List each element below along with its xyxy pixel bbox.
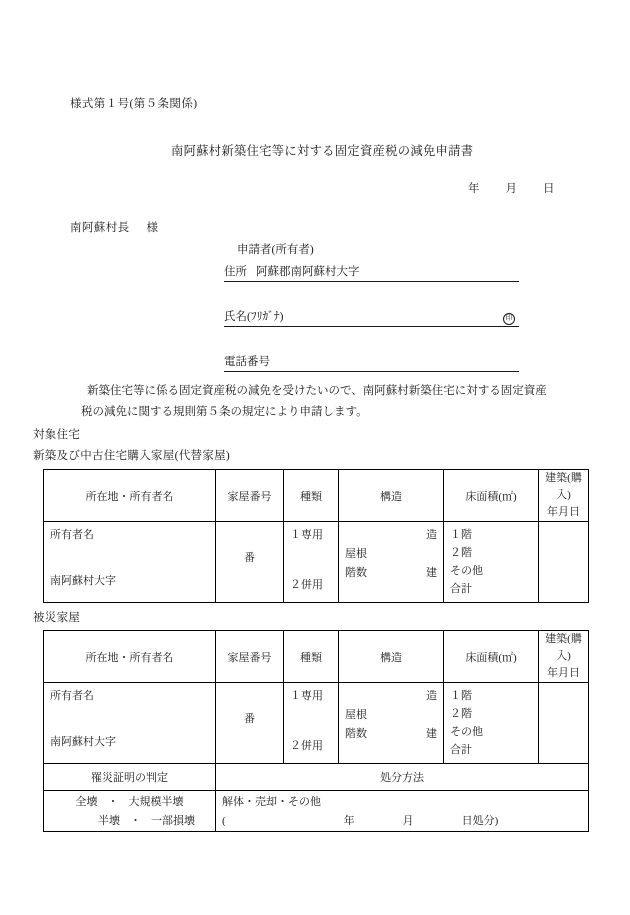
telephone-field[interactable] [224, 352, 519, 372]
method-month-label: 月 [402, 815, 414, 827]
cell-type[interactable] [284, 683, 339, 764]
header-disposal-method: 処分方法 [216, 764, 589, 791]
cell-floor-area[interactable] [444, 522, 539, 603]
cell-structure[interactable] [339, 522, 444, 603]
house-number-unit: 番 [244, 552, 255, 564]
method-options: 解体・売却・その他 [222, 796, 321, 808]
applicant-heading: 申請者(所有者) [237, 244, 314, 256]
area-total-label: 合計 [450, 583, 472, 595]
table-new-housing [43, 469, 589, 603]
judgement-large-half-collapse: 大規模半壊 [128, 796, 184, 808]
table-row [44, 683, 589, 764]
date-year-label: 年 [468, 183, 480, 195]
cell-disposal-method[interactable] [216, 791, 589, 832]
body-line-1: 新築住宅等に係る固定資産税の減免を受けたいので、南阿蘇村新築住宅に対する固定資産 [87, 385, 547, 397]
header-judgement: 罹災証明の判定 [44, 764, 216, 791]
disaster-subheader-row [44, 764, 589, 791]
address-label: 住所 [224, 265, 247, 278]
type-option-2: ２併用 [290, 579, 323, 591]
area-other-label: その他 [450, 565, 483, 577]
header-type: 種類 [284, 631, 339, 683]
body-paragraph [70, 381, 570, 423]
area-2f-label: ２階 [450, 547, 472, 559]
date-month-label: 月 [505, 183, 517, 195]
cell-floor-area[interactable] [444, 683, 539, 764]
cell-build-purchase-date[interactable] [539, 522, 589, 603]
cell-house-number[interactable] [216, 683, 284, 764]
header-structure: 構造 [339, 631, 444, 683]
structure-date-label: 建 [426, 567, 437, 579]
form-number: 様式第１号(第５条関係) [70, 98, 198, 110]
owner-address-label: 南阿蘇村大字 [50, 736, 116, 748]
method-paren-open: ( [222, 815, 226, 827]
structure-roof-label: 屋根 [345, 709, 367, 721]
table-damaged-house [43, 630, 589, 832]
method-day-close-label: 日処分) [461, 815, 499, 827]
header-build-purchase-line1: 建築(購入) [545, 472, 582, 501]
disaster-options-row [44, 791, 589, 832]
addressee-honorific: 様 [146, 222, 159, 234]
area-1f-label: １階 [450, 529, 472, 541]
area-total-label: 合計 [450, 744, 472, 756]
cell-house-number[interactable] [216, 522, 284, 603]
judgement-total-collapse: 全壊 [75, 796, 98, 808]
owner-name-label: 所有者名 [50, 690, 94, 702]
header-location-owner: 所在地・所有者名 [44, 631, 216, 683]
header-floor-area: 床面積(㎡) [444, 470, 539, 522]
structure-floors-label: 階数 [345, 728, 367, 740]
table-header-row [44, 470, 589, 522]
telephone-label: 電話番号 [224, 355, 270, 368]
structure-zo-label: 造 [426, 529, 437, 541]
structure-floors-label: 階数 [345, 567, 367, 579]
type-option-1: １専用 [290, 529, 323, 541]
cell-location-owner[interactable] [44, 522, 216, 603]
cell-structure[interactable] [339, 683, 444, 764]
owner-name-label: 所有者名 [50, 529, 94, 541]
section-damaged-house: 被災家屋 [33, 612, 81, 624]
judgement-partial-damage: 一部損壊 [151, 815, 195, 827]
method-year-label: 年 [343, 815, 355, 827]
address-value: 阿蘇郡南阿蘇村大字 [256, 265, 360, 278]
section-new-and-used: 新築及び中古住宅購入家屋(代替家屋) [33, 450, 231, 462]
seal-icon [503, 313, 515, 325]
table-row [44, 522, 589, 603]
header-location-owner: 所在地・所有者名 [44, 470, 216, 522]
table-header-row [44, 631, 589, 683]
house-number-unit: 番 [244, 713, 255, 725]
judgement-half-collapse: 半壊 [98, 815, 120, 827]
date-line [468, 184, 555, 196]
header-build-purchase-line1: 建築(購入) [545, 633, 582, 662]
name-field[interactable] [224, 307, 519, 327]
addressee-office: 南阿蘇村長 [70, 222, 130, 234]
structure-zo-label: 造 [426, 690, 437, 702]
header-build-purchase-line2: 年月日 [547, 667, 580, 679]
type-option-1: １専用 [290, 690, 323, 702]
body-line-2: 税の減免に関する規則第５条の規定により申請します。 [81, 406, 368, 418]
cell-build-purchase-date[interactable] [539, 683, 589, 764]
owner-address-label: 南阿蘇村大字 [50, 575, 116, 587]
addressee [70, 223, 158, 235]
seal-label: 印 [505, 313, 513, 321]
cell-judgement-options[interactable] [44, 791, 216, 832]
header-build-purchase-line2: 年月日 [547, 506, 580, 518]
document-title: 南阿蘇村新築住宅等に対する固定資産税の減免申請書 [171, 144, 474, 158]
address-field[interactable] [224, 262, 519, 282]
header-build-purchase-date [539, 631, 589, 683]
header-house-number: 家屋番号 [216, 631, 284, 683]
header-build-purchase-date [539, 470, 589, 522]
header-floor-area: 床面積(㎡) [444, 631, 539, 683]
area-2f-label: ２階 [450, 708, 472, 720]
cell-type[interactable] [284, 522, 339, 603]
area-1f-label: １階 [450, 690, 472, 702]
type-option-2: ２併用 [290, 740, 323, 752]
judgement-separator: ・ [107, 796, 119, 808]
section-target-housing: 対象住宅 [33, 429, 81, 441]
header-type: 種類 [284, 470, 339, 522]
judgement-separator: ・ [130, 815, 141, 827]
structure-date-label: 建 [426, 728, 437, 740]
structure-roof-label: 屋根 [345, 548, 367, 560]
header-structure: 構造 [339, 470, 444, 522]
date-day-label: 日 [543, 183, 555, 195]
name-label: 氏名(ﾌﾘｶﾞﾅ) [224, 310, 284, 323]
cell-location-owner[interactable] [44, 683, 216, 764]
header-house-number: 家屋番号 [216, 470, 284, 522]
area-other-label: その他 [450, 726, 483, 738]
applicant-block [224, 245, 519, 372]
